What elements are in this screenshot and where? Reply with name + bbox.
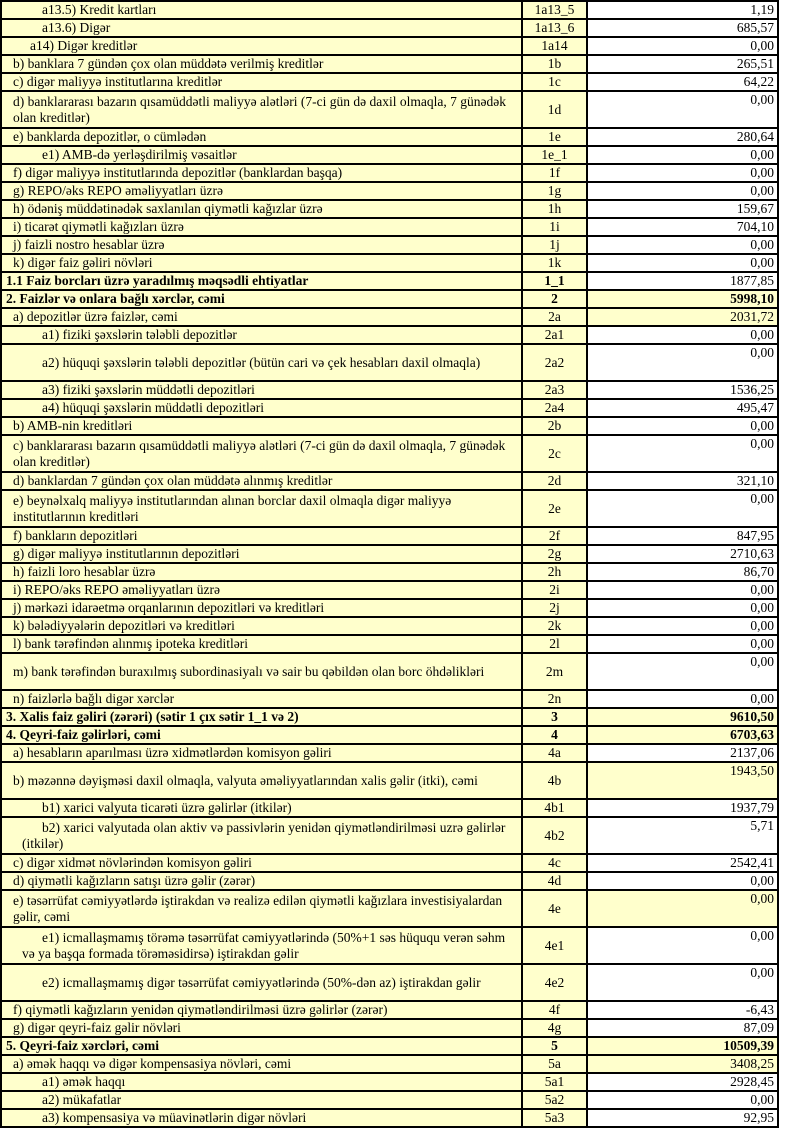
row-code: 5	[522, 1037, 587, 1055]
row-label: c) digər xidmət növlərindən komisyon gəliri	[1, 854, 522, 872]
row-value: 3408,25	[587, 1055, 778, 1073]
row-code: 1i	[522, 218, 587, 236]
row-code: 1d	[522, 91, 587, 128]
row-value: 0,00	[587, 37, 778, 55]
row-label: e2) icmallaşmamış digər təsərrüfat cəmiyyətlərində (50%-dən az) iştirakdan gəlir	[1, 964, 522, 1001]
row-value: 0,00	[587, 344, 778, 381]
row-code: 1f	[522, 164, 587, 182]
row-value: 0,00	[587, 435, 778, 472]
row-value: 704,10	[587, 218, 778, 236]
row-value: 0,00	[587, 417, 778, 435]
row-label: m) bank tərəfindən buraxılmış subordinasiyalı və sair bu qəbildən olan borc öhdəlikləri	[1, 653, 522, 690]
row-label: f) digər maliyyə institutlarında depozitlər (banklardan başqa)	[1, 164, 522, 182]
row-code: 4a	[522, 744, 587, 762]
row-label: d) qiymətli kağızların satışı üzrə gəlir (zərər)	[1, 872, 522, 890]
table-row	[1, 1055, 778, 1073]
row-label: a4) hüquqi şəxslərin müddətli depozitləri	[1, 399, 522, 417]
table-row	[1, 182, 778, 200]
row-label: a2) mükafatlar	[1, 1091, 522, 1109]
row-value: 0,00	[587, 890, 778, 927]
table-row	[1, 91, 778, 128]
row-value: 847,95	[587, 527, 778, 545]
row-code: 4b2	[522, 817, 587, 854]
row-code: 4e	[522, 890, 587, 927]
table-row	[1, 1019, 778, 1037]
row-code: 2h	[522, 563, 587, 581]
row-value: 87,09	[587, 1019, 778, 1037]
row-label: l) bank tərəfindən alınmış ipoteka kreditləri	[1, 635, 522, 653]
row-value: 2542,41	[587, 854, 778, 872]
row-value: 0,00	[587, 164, 778, 182]
table-row	[1, 164, 778, 182]
row-label: a1) fiziki şəxslərin tələbli depozitlər	[1, 326, 522, 344]
row-code: 4e2	[522, 964, 587, 1001]
row-label: a1) əmək haqqı	[1, 1073, 522, 1091]
row-value: 1536,25	[587, 381, 778, 399]
table-row	[1, 326, 778, 344]
row-value: 1877,85	[587, 272, 778, 290]
row-code: 2l	[522, 635, 587, 653]
row-code: 2c	[522, 435, 587, 472]
row-code: 4g	[522, 1019, 587, 1037]
row-value: 280,64	[587, 128, 778, 146]
report-table-body	[1, 1, 778, 1127]
row-code: 2a3	[522, 381, 587, 399]
table-row	[1, 236, 778, 254]
row-label: b) məzənnə dəyişməsi daxil olmaqla, valyuta əməliyyatlarından xalis gəlir (itki), cəmi	[1, 762, 522, 799]
row-value: -6,43	[587, 1001, 778, 1019]
row-code: 4b1	[522, 799, 587, 817]
row-value: 0,00	[587, 182, 778, 200]
row-code: 4	[522, 726, 587, 744]
row-label: e1) icmallaşmamış törəmə təsərrüfat cəmiyyətlərində (50%+1 səs hüququ verən səhm və ya başqa formada törəməsidirsə) iştirakdan gəlir	[1, 927, 522, 964]
table-row	[1, 708, 778, 726]
row-label: j) mərkəzi idarəetmə orqanlarının depozitləri və kreditləri	[1, 599, 522, 617]
row-code: 2k	[522, 617, 587, 635]
table-row	[1, 399, 778, 417]
row-code: 4d	[522, 872, 587, 890]
row-code: 2d	[522, 472, 587, 490]
row-code: 4c	[522, 854, 587, 872]
row-label: j) faizli nostro hesablar üzrə	[1, 236, 522, 254]
table-row	[1, 545, 778, 563]
table-row	[1, 490, 778, 527]
row-code: 2g	[522, 545, 587, 563]
row-value: 64,22	[587, 73, 778, 91]
row-label: h) faizli loro hesablar üzrə	[1, 563, 522, 581]
row-label: e1) AMB-də yerləşdirilmiş vəsaitlər	[1, 146, 522, 164]
row-code: 1_1	[522, 272, 587, 290]
table-row	[1, 1091, 778, 1109]
table-row	[1, 1073, 778, 1091]
table-row	[1, 55, 778, 73]
row-value: 159,67	[587, 200, 778, 218]
row-value: 0,00	[587, 1091, 778, 1109]
row-code: 2a2	[522, 344, 587, 381]
table-row	[1, 146, 778, 164]
row-value: 2137,06	[587, 744, 778, 762]
row-code: 2e	[522, 490, 587, 527]
row-label: f) qiymətli kağızların yenidən qiymətləndirilməsi üzrə gəlirlər (zərər)	[1, 1001, 522, 1019]
row-code: 3	[522, 708, 587, 726]
table-row	[1, 128, 778, 146]
row-code: 2	[522, 290, 587, 308]
table-row	[1, 381, 778, 399]
row-label: a2) hüquqi şəxslərin tələbli depozitlər (bütün cari və çek hesabları daxil olmaqla)	[1, 344, 522, 381]
row-code: 2a1	[522, 326, 587, 344]
row-code: 4e1	[522, 927, 587, 964]
row-code: 2m	[522, 653, 587, 690]
row-value: 0,00	[587, 146, 778, 164]
row-value: 2928,45	[587, 1073, 778, 1091]
row-label: g) REPO/əks REPO əməliyyatları üzrə	[1, 182, 522, 200]
row-value: 9610,50	[587, 708, 778, 726]
row-label: g) digər maliyyə institutlarının depozitləri	[1, 545, 522, 563]
row-label: 1.1 Faiz borcları üzrə yaradılmış məqsədli ehtiyatlar	[1, 272, 522, 290]
row-code: 1k	[522, 254, 587, 272]
table-row	[1, 527, 778, 545]
row-label: a14) Digər kreditlər	[1, 37, 522, 55]
row-code: 2j	[522, 599, 587, 617]
row-code: 1a13_6	[522, 19, 587, 37]
row-code: 4f	[522, 1001, 587, 1019]
row-value: 0,00	[587, 653, 778, 690]
row-value: 0,00	[587, 690, 778, 708]
row-code: 4b	[522, 762, 587, 799]
row-label: a) hesabların aparılması üzrə xidmətlərdən komisyon gəliri	[1, 744, 522, 762]
row-value: 1943,50	[587, 762, 778, 799]
row-value: 0,00	[587, 254, 778, 272]
table-row	[1, 854, 778, 872]
table-row	[1, 472, 778, 490]
row-value: 0,00	[587, 927, 778, 964]
row-label: e) banklarda depozitlər, o cümlədən	[1, 128, 522, 146]
table-row	[1, 581, 778, 599]
row-code: 2f	[522, 527, 587, 545]
row-label: k) digər faiz gəliri növləri	[1, 254, 522, 272]
row-value: 265,51	[587, 55, 778, 73]
table-row	[1, 726, 778, 744]
table-row	[1, 1001, 778, 1019]
row-code: 1c	[522, 73, 587, 91]
table-row	[1, 254, 778, 272]
row-label: g) digər qeyri-faiz gəlir növləri	[1, 1019, 522, 1037]
row-code: 1b	[522, 55, 587, 73]
row-code: 2a4	[522, 399, 587, 417]
row-code: 5a1	[522, 1073, 587, 1091]
row-code: 1a14	[522, 37, 587, 55]
row-code: 2b	[522, 417, 587, 435]
table-row	[1, 890, 778, 927]
row-code: 2i	[522, 581, 587, 599]
table-row	[1, 417, 778, 435]
row-code: 1a13_5	[522, 1, 587, 19]
table-row	[1, 37, 778, 55]
table-row	[1, 344, 778, 381]
row-value: 5998,10	[587, 290, 778, 308]
row-value: 685,57	[587, 19, 778, 37]
table-row	[1, 872, 778, 890]
row-label: a13.5) Kredit kartları	[1, 1, 522, 19]
row-label: b2) xarici valyutada olan aktiv və passivlərin yenidən qiymətləndirilməsi uzrə gəlirlər (itkilər)	[1, 817, 522, 854]
row-label: h) ödəniş müddətinədək saxlanılan qiymətli kağızlar üzrə	[1, 200, 522, 218]
row-label: 3. Xalis faiz gəliri (zərəri) (sətir 1 çıx sətir 1_1 və 2)	[1, 708, 522, 726]
table-row	[1, 599, 778, 617]
table-row	[1, 19, 778, 37]
table-row	[1, 73, 778, 91]
table-row	[1, 817, 778, 854]
row-label: e) beynəlxalq maliyyə institutlarından alınan borclar daxil olmaqla digər maliyyə institutlarının kreditləri	[1, 490, 522, 527]
row-label: b1) xarici valyuta ticarəti üzrə gəlirlər (itkilər)	[1, 799, 522, 817]
row-label: a3) fiziki şəxslərin müddətli depozitləri	[1, 381, 522, 399]
row-value: 86,70	[587, 563, 778, 581]
table-row	[1, 308, 778, 326]
table-row	[1, 762, 778, 799]
row-label: b) AMB-nin kreditləri	[1, 417, 522, 435]
table-row	[1, 690, 778, 708]
table-row	[1, 1037, 778, 1055]
row-value: 5,71	[587, 817, 778, 854]
table-row	[1, 653, 778, 690]
row-value: 0,00	[587, 326, 778, 344]
row-label: a13.6) Digər	[1, 19, 522, 37]
row-label: 5. Qeyri-faiz xərcləri, cəmi	[1, 1037, 522, 1055]
row-label: d) banklararası bazarın qısamüddətli maliyyə alətləri (7-ci gün də daxil olmaqla, 7 günədək olan kreditlər)	[1, 91, 522, 128]
row-label: c) digər maliyyə institutlarına kreditlər	[1, 73, 522, 91]
row-value: 2710,63	[587, 545, 778, 563]
row-label: k) bələdiyyələrin depozitləri və kreditləri	[1, 617, 522, 635]
row-code: 2a	[522, 308, 587, 326]
row-code: 1e_1	[522, 146, 587, 164]
row-value: 0,00	[587, 635, 778, 653]
row-label: a) depozitlər üzrə faizlər, cəmi	[1, 308, 522, 326]
row-value: 321,10	[587, 472, 778, 490]
row-code: 1j	[522, 236, 587, 254]
row-label: 4. Qeyri-faiz gəlirləri, cəmi	[1, 726, 522, 744]
row-value: 0,00	[587, 872, 778, 890]
row-value: 0,00	[587, 236, 778, 254]
row-label: d) banklardan 7 gündən çox olan müddətə alınmış kreditlər	[1, 472, 522, 490]
table-row	[1, 964, 778, 1001]
row-value: 0,00	[587, 599, 778, 617]
row-label: i) REPO/əks REPO əməliyyatları üzrə	[1, 581, 522, 599]
row-label: e) təsərrüfat cəmiyyətlərdə iştirakdan və realizə edilən qiymətli kağızlara investisiyalardan gəlir, cəmi	[1, 890, 522, 927]
row-value: 10509,39	[587, 1037, 778, 1055]
row-value: 495,47	[587, 399, 778, 417]
table-row	[1, 435, 778, 472]
row-value: 1,19	[587, 1, 778, 19]
row-code: 5a2	[522, 1091, 587, 1109]
row-code: 1e	[522, 128, 587, 146]
row-value: 2031,72	[587, 308, 778, 326]
row-label: 2. Faizlər və onlara bağlı xərclər, cəmi	[1, 290, 522, 308]
table-row	[1, 218, 778, 236]
row-code: 5a3	[522, 1109, 587, 1127]
row-label: a) əmək haqqı və digər kompensasiya növləri, cəmi	[1, 1055, 522, 1073]
row-value: 0,00	[587, 91, 778, 128]
row-code: 1h	[522, 200, 587, 218]
row-label: n) faizlərlə bağlı digər xərclər	[1, 690, 522, 708]
row-value: 6703,63	[587, 726, 778, 744]
row-label: a3) kompensasiya və müavinətlərin digər növləri	[1, 1109, 522, 1127]
table-row	[1, 290, 778, 308]
row-value: 92,95	[587, 1109, 778, 1127]
row-label: b) banklara 7 gündən çox olan müddətə verilmiş kreditlər	[1, 55, 522, 73]
table-row	[1, 617, 778, 635]
table-row	[1, 927, 778, 964]
table-row	[1, 200, 778, 218]
row-value: 0,00	[587, 581, 778, 599]
row-label: i) ticarət qiymətli kağızları üzrə	[1, 218, 522, 236]
row-label: c) banklararası bazarın qısamüddətli maliyyə alətləri (7-ci gün də daxil olmaqla, 7 günədək olan kreditlər)	[1, 435, 522, 472]
table-row	[1, 799, 778, 817]
table-row	[1, 1, 778, 19]
table-row	[1, 563, 778, 581]
row-code: 5a	[522, 1055, 587, 1073]
row-code: 1g	[522, 182, 587, 200]
row-value: 0,00	[587, 964, 778, 1001]
row-value: 1937,79	[587, 799, 778, 817]
table-row	[1, 272, 778, 290]
table-row	[1, 1109, 778, 1127]
row-value: 0,00	[587, 490, 778, 527]
table-row	[1, 635, 778, 653]
row-label: f) bankların depozitləri	[1, 527, 522, 545]
row-value: 0,00	[587, 617, 778, 635]
table-row	[1, 744, 778, 762]
row-code: 2n	[522, 690, 587, 708]
